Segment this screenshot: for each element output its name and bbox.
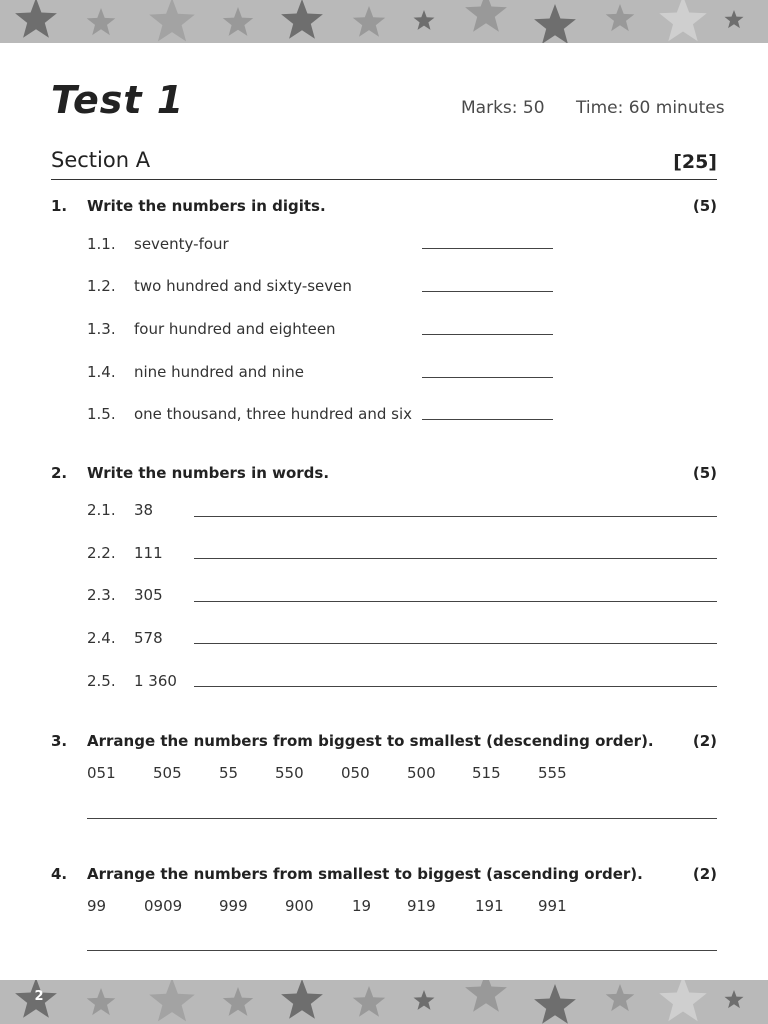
header-star-6 [353, 6, 385, 37]
q2-item-5-text: 1 360 [134, 672, 177, 690]
footer-star-band [0, 980, 768, 1024]
q3-number-7: 515 [472, 764, 501, 782]
header-star-4 [223, 7, 253, 36]
q1-item-3-number: 1.3. [87, 320, 116, 338]
header-star-2 [87, 8, 116, 35]
q1-item-2-answer-line[interactable] [422, 291, 553, 292]
header-star-3 [149, 0, 195, 41]
q4-number-2: 0909 [144, 897, 183, 915]
q3-answer-line[interactable] [87, 818, 717, 819]
q3-number-4: 550 [275, 764, 304, 782]
header-star-band [0, 0, 768, 43]
q1-item-5-answer-line[interactable] [422, 419, 553, 420]
q2-item-4-text: 578 [134, 629, 163, 647]
header-star-1 [15, 0, 57, 38]
question-3-marks: (2) [692, 732, 717, 750]
q3-number-6: 500 [407, 764, 436, 782]
header-star-11 [659, 0, 707, 41]
question-4-text: Arrange the numbers from smallest to biggest (ascending order). [87, 865, 643, 883]
q3-number-2: 505 [153, 764, 182, 782]
q1-item-2-text: two hundred and sixty-seven [134, 277, 352, 295]
q4-answer-line[interactable] [87, 950, 717, 951]
section-divider [51, 179, 717, 180]
q3-number-3: 55 [219, 764, 239, 782]
q3-number-1: 051 [87, 764, 116, 782]
footer-star-8 [465, 980, 507, 1012]
q3-number-8: 555 [538, 764, 567, 782]
q1-item-5-text: one thousand, three hundred and six [134, 405, 413, 423]
q2-item-3-number: 2.3. [87, 586, 116, 604]
q4-number-6: 919 [407, 897, 436, 915]
q2-item-4-answer-line[interactable] [194, 643, 717, 644]
q4-number-4: 900 [285, 897, 314, 915]
q1-item-2-number: 1.2. [87, 277, 116, 295]
q4-number-1: 99 [87, 897, 107, 915]
star-pattern-top [0, 0, 768, 43]
q2-item-4-number: 2.4. [87, 629, 116, 647]
q4-number-8: 991 [538, 897, 567, 915]
q1-item-4-answer-line[interactable] [422, 377, 553, 378]
footer-star-9 [534, 984, 576, 1024]
q2-item-3-answer-line[interactable] [194, 601, 717, 602]
footer-star-4 [223, 987, 253, 1016]
q1-item-1-text: seventy-four [134, 235, 229, 253]
q1-item-1-answer-line[interactable] [422, 248, 553, 249]
question-4-number: 4. [51, 865, 68, 883]
q4-number-7: 191 [475, 897, 504, 915]
question-2-text: Write the numbers in words. [87, 464, 330, 482]
section-marks: [25] [673, 151, 717, 173]
time-allowed: Time: 60 minutes [576, 98, 725, 118]
header-star-9 [534, 4, 576, 43]
question-3-number: 3. [51, 732, 68, 750]
q2-item-1-text: 38 [134, 501, 154, 519]
question-1-text: Write the numbers in digits. [87, 197, 326, 215]
question-1-number: 1. [51, 197, 68, 215]
q2-item-3-text: 305 [134, 586, 163, 604]
q4-number-5: 19 [352, 897, 372, 915]
question-1-marks: (5) [692, 197, 717, 215]
q1-item-4-text: nine hundred and nine [134, 363, 304, 381]
q3-number-5: 050 [341, 764, 370, 782]
header-star-7 [414, 10, 435, 30]
question-4-marks: (2) [692, 865, 717, 883]
test-title: Test 1 [51, 78, 185, 122]
question-2-number: 2. [51, 464, 68, 482]
q1-item-3-answer-line[interactable] [422, 334, 553, 335]
q2-item-2-text: 111 [134, 544, 163, 562]
footer-star-11 [659, 980, 707, 1021]
q2-item-2-number: 2.2. [87, 544, 116, 562]
q1-item-4-number: 1.4. [87, 363, 116, 381]
header-star-10 [606, 4, 635, 31]
question-3-text: Arrange the numbers from biggest to smallest (descending order). [87, 732, 654, 750]
header-star-5 [281, 0, 323, 39]
q4-number-3: 999 [219, 897, 248, 915]
total-marks: Marks: 50 [461, 98, 545, 118]
footer-star-7 [414, 990, 435, 1010]
footer-star-10 [606, 984, 635, 1011]
q2-item-5-number: 2.5. [87, 672, 116, 690]
footer-star-5 [281, 980, 323, 1019]
q1-item-1-number: 1.1. [87, 235, 116, 253]
q2-item-2-answer-line[interactable] [194, 558, 717, 559]
footer-star-12 [725, 990, 744, 1008]
section-heading: Section A [51, 148, 151, 172]
q2-item-5-answer-line[interactable] [194, 686, 717, 687]
footer-star-2 [87, 988, 116, 1015]
page-number: 2 [34, 989, 44, 1004]
star-pattern-bottom [0, 980, 768, 1024]
q1-item-3-text: four hundred and eighteen [134, 320, 336, 338]
q2-item-1-answer-line[interactable] [194, 516, 717, 517]
question-2-marks: (5) [692, 464, 717, 482]
footer-star-6 [353, 986, 385, 1017]
header-star-12 [725, 10, 744, 28]
header-star-8 [465, 0, 507, 32]
footer-star-3 [149, 980, 195, 1021]
q2-item-1-number: 2.1. [87, 501, 116, 519]
q1-item-5-number: 1.5. [87, 405, 116, 423]
